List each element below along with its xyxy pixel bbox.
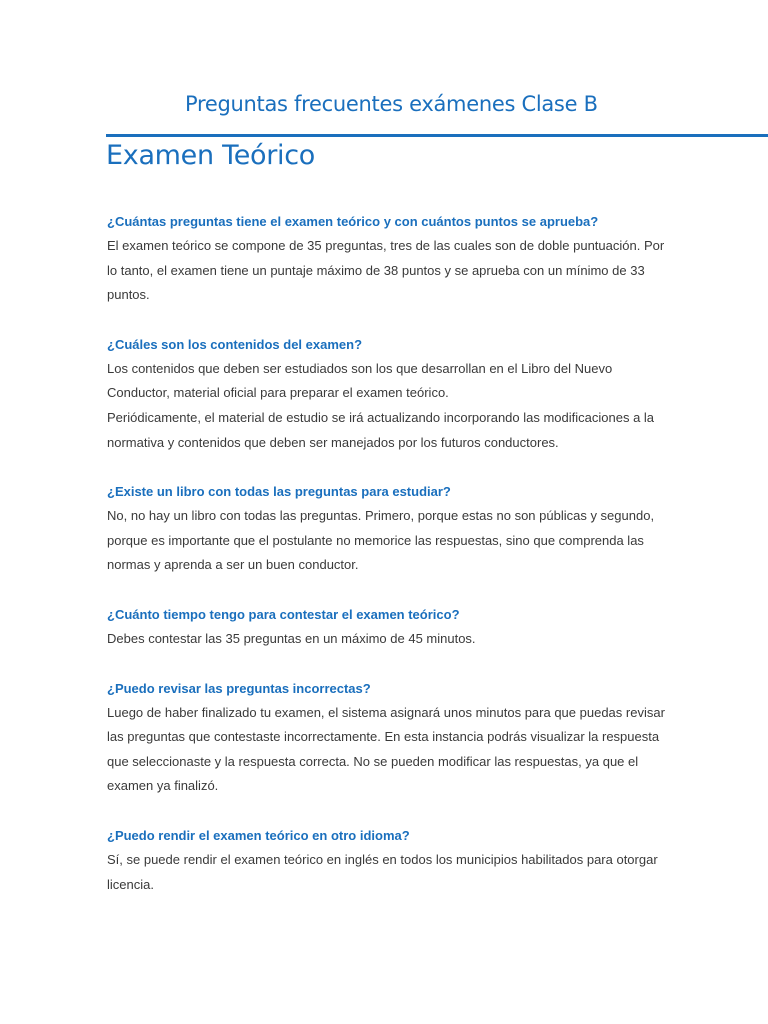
faq-answer-paragraph: Sí, se puede rendir el examen teórico en inglés en todos los municipios habilitados para otorgar licencia. xyxy=(107,851,658,892)
faq-item xyxy=(107,333,667,455)
faq-answer-paragraph: El examen teórico se compone de 35 preguntas, tres de las cuales son de doble puntuación. Por lo tanto, el examen tiene un puntaje máximo de 38 puntos y se aprueba con un mínimo de 33 puntos. xyxy=(107,238,665,303)
faq-answer-paragraph: Debes contestar las 35 preguntas en un máximo de 45 minutos. xyxy=(107,630,476,646)
faq-question: ¿Cuántas preguntas tiene el examen teórico y con cuántos puntos se aprueba? xyxy=(107,214,599,229)
faq-answer xyxy=(107,234,667,308)
faq-list xyxy=(107,210,667,922)
faq-question: ¿Cuánto tiempo tengo para contestar el examen teórico? xyxy=(107,606,460,622)
faq-answer xyxy=(107,504,667,578)
faq-answer-paragraph: Periódicamente, el material de estudio se irá actualizando incorporando las modificaciones a la normativa y contenidos que deben ser manejados por los futuros conductores. xyxy=(107,409,655,450)
section-title: Examen Teórico xyxy=(106,140,315,171)
faq-item xyxy=(107,480,667,578)
faq-item xyxy=(107,824,667,897)
faq-answer-paragraph: No, no hay un libro con todas las preguntas. Primero, porque estas no son públicas y segundo, porque es importante que el postulante no memorice las respuestas, sino que comprenda las normas y aprenda a ser un buen conductor. xyxy=(107,508,655,573)
faq-answer xyxy=(107,701,667,799)
faq-item xyxy=(107,210,667,308)
faq-item xyxy=(107,603,667,652)
faq-item xyxy=(107,677,667,799)
faq-question: ¿Puedo revisar las preguntas incorrectas? xyxy=(107,680,371,696)
faq-question: ¿Puedo rendir el examen teórico en otro idioma? xyxy=(107,827,410,843)
faq-answer-paragraph: Luego de haber finalizado tu examen, el sistema asignará unos minutos para que puedas revisar las preguntas que contestaste incorrectamente. En esta instancia podrás visualizar la respuesta que seleccionaste y la respuesta correcta. No se pueden modificar las respuestas, ya que el examen ya finalizó. xyxy=(107,704,665,794)
faq-question: ¿Existe un libro con todas las preguntas para estudiar? xyxy=(107,484,451,500)
faq-answer xyxy=(107,357,667,455)
page-header-title: Preguntas frecuentes exámenes Clase B xyxy=(185,92,598,116)
faq-question: ¿Cuáles son los contenidos del examen? xyxy=(107,336,363,352)
faq-answer xyxy=(107,627,667,652)
header-divider xyxy=(106,134,768,137)
faq-answer xyxy=(107,848,667,897)
faq-answer-paragraph: Los contenidos que deben ser estudiados son los que desarrollan en el Libro del Nuevo Conductor, material oficial para preparar el examen teórico. xyxy=(107,360,613,401)
